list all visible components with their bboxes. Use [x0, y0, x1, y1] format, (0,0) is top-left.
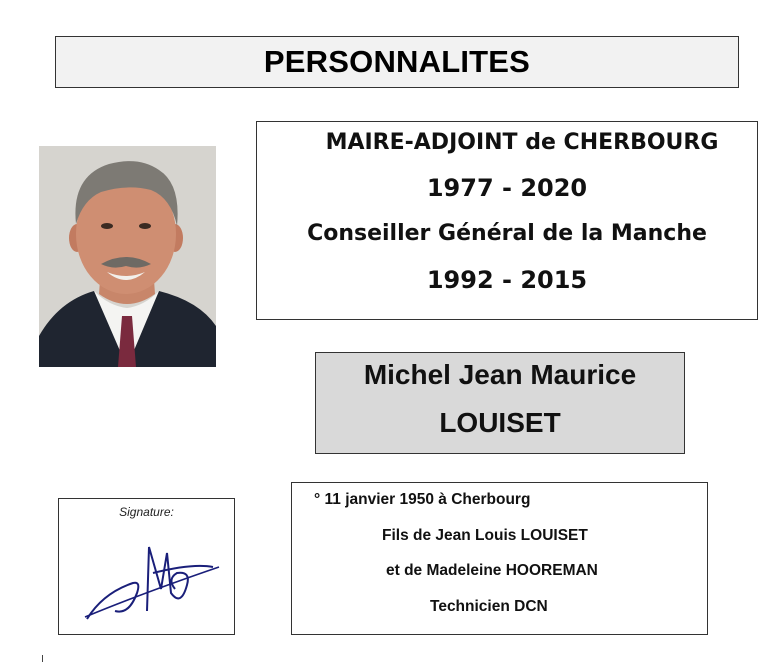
mother-info: et de Madeleine HOOREMAN — [386, 562, 598, 579]
page-title-text: PERSONNALITES — [263, 44, 531, 79]
profession-info: Technicien DCN — [430, 598, 548, 615]
surname: LOUISET — [439, 407, 561, 438]
name-box — [315, 352, 685, 454]
biography-box — [291, 482, 708, 635]
role-years-councillor: 1992 - 2015 — [426, 266, 588, 294]
given-names: Michel Jean Maurice — [363, 359, 637, 390]
portrait-photo — [39, 146, 216, 367]
roles-box — [256, 121, 758, 320]
signature-drawing — [63, 523, 231, 631]
signature-box — [58, 498, 235, 635]
father-info: Fils de Jean Louis LOUISET — [382, 527, 588, 544]
role-title-mayor: MAIRE-ADJOINT de CHERBOURG — [325, 130, 719, 155]
role-title-councillor: Conseiller Général de la Manche — [307, 221, 707, 246]
signature-label: Signature: — [119, 505, 174, 519]
birth-info: ° 11 janvier 1950 à Cherbourg — [314, 491, 531, 508]
page-title — [55, 36, 739, 88]
text-cursor — [42, 655, 43, 662]
role-years-mayor: 1977 - 2020 — [426, 174, 588, 202]
